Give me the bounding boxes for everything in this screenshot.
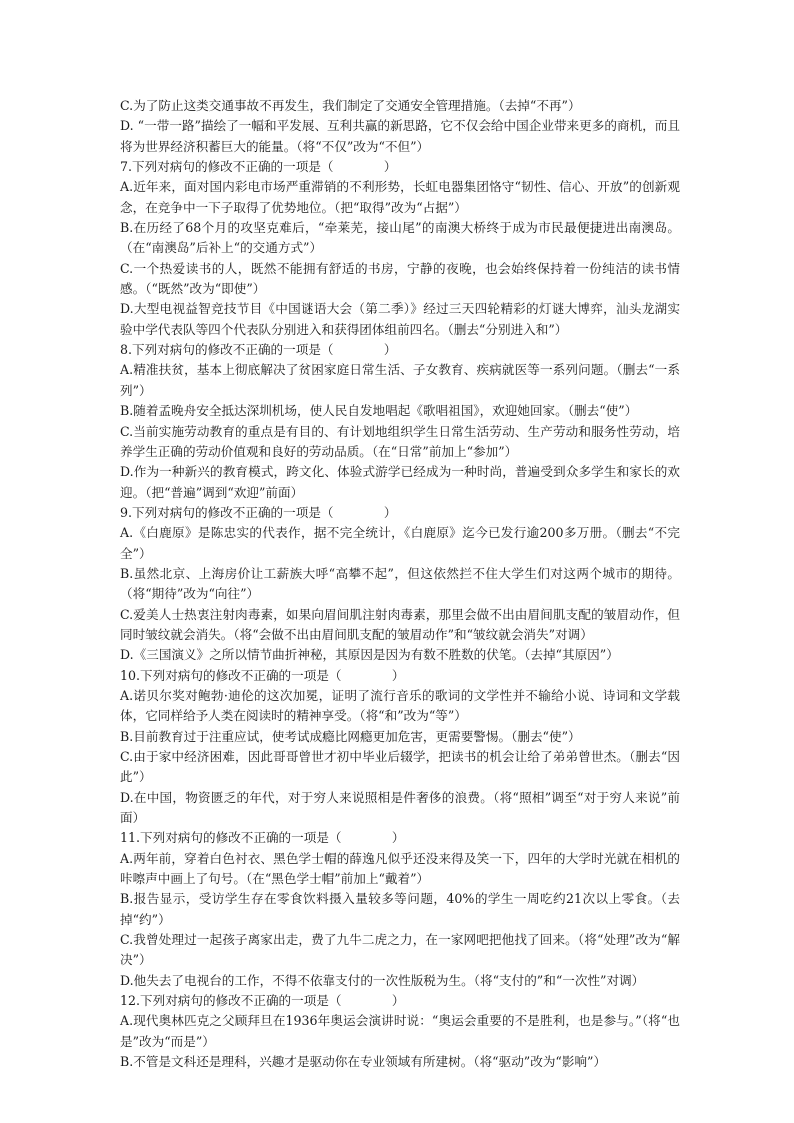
document-body	[120, 96, 680, 1073]
q7-option-c: C.一个热爱读书的人，既然不能拥有舒适的书房，宁静的夜晚，也会始终保持着一份纯洁的读书情感。（“既然”改为“即使”）	[120, 260, 680, 297]
q7-option-a: A.近年来，面对国内彩电市场严重滞销的不利形势，长虹电器集团恪守“韧性、信心、开放”的创新观念，在竞争中一下子取得了优势地位。（把“取得”改为“占据”）	[120, 179, 680, 215]
q11-option-a: A.两年前，穿着白色衬衣、黑色学士帽的薛逸凡似乎还没来得及笑一下，四年的大学时光就在相机的咔嚓声中画上了句号。（在“黑色学士帽”前加上“戴着”）	[120, 850, 680, 887]
q10-option-c: C.由于家中经济困难，因此哥哥曾世才初中毕业后辍学，把读书的机会让给了弟弟曾世杰。（删去“因此”）	[120, 749, 680, 785]
q11-option-c: C.我曾处理过一起孩子离家出走，费了九牛二虎之力，在一家网吧把他找了回来。（将“处理”改为“解决”）	[120, 932, 680, 968]
q7-option-d: D.大型电视益智竞技节目《中国谜语大会（第二季）》经过三天四轮精彩的灯谜大博弈，汕头龙湖实验中学代表队等四个代表队分别进入和获得团体组前四名。（删去“分别进入和”）	[120, 301, 680, 337]
line-d-option: D. “一带一路”描绘了一幅和平发展、互利共赢的新思路，它不仅会给中国企业带来更多的商机，而且将为世界经济积蓄巨大的能量。（将“不仅”改为“不但”）	[120, 118, 680, 154]
question-8: 8.下列对病句的修改不正确的一项是（ ）	[120, 342, 397, 358]
q11-option-b: B.报告显示，受访学生存在零食饮料摄入量较多等问题，40%的学生一周吃约21次以上零食。（去掉“约”）	[120, 891, 680, 927]
line-c-option: C.为了防止这类交通事故不再发生，我们制定了交通安全管理措施。（去掉“不再”）	[120, 98, 581, 113]
q9-option-b: B.虽然北京、上海房价让工薪族大呼“高攀不起”，但这依然拦不住大学生们对这两个城市的期待。（将“期待”改为“向往”）	[120, 565, 680, 602]
q9-option-c: C.爱美人士热衷注射肉毒素，如果向眉间肌注射肉毒素，那里会做不出由眉间肌支配的皱眉动作，但同时皱纹就会消失。（将“会做不出由眉间肌支配的皱眉动作”和“皱纹就会消失”对调）	[120, 606, 680, 642]
q8-option-c: C.当前实施劳动教育的重点是有目的、有计划地组织学生日常生活劳动、生产劳动和服务性劳动，培养学生正确的劳动价值观和良好的劳动品质。（在“日常”前加上“参加”）	[120, 423, 680, 459]
q10-option-b: B.目前教育过于注重应试，使考试成瘾比网瘾更加危害，更需要警惕。（删去“使”）	[120, 728, 581, 744]
question-12: 12.下列对病句的修改不正确的一项是（ ）	[120, 993, 405, 1009]
q9-option-d: D.《三国演义》之所以情节曲折神秘，其原因是因为有数不胜数的伏笔。（去掉“其原因”）	[120, 647, 619, 663]
q8-option-b: B.随着孟晚舟安全抵达深圳机场，使人民自发地唱起《歌唱祖国》，欢迎她回家。（删去“使”）	[120, 403, 638, 419]
question-7: 7.下列对病句的修改不正确的一项是（ ）	[120, 159, 397, 175]
q11-option-d: D.他失去了电视台的工作，不得不依靠支付的一次性版税为生。（将“支付的”和“一次性”对调）	[120, 972, 645, 988]
q10-option-d: D.在中国，物资匮乏的年代，对于穷人来说照相是件奢侈的浪费。（将“照相”调至“对于穷人来说”前面）	[120, 789, 680, 826]
q7-option-b: B.在历经了68个月的攻坚克难后，“牵莱芜，接山尾”的南澳大桥终于成为市民最便捷进出南澳岛。（在“南澳岛”后补上“的交通方式”）	[120, 220, 680, 256]
q8-option-a: A.精准扶贫，基本上彻底解决了贫困家庭日常生活、子女教育、疾病就医等一系列问题。（删去“一系列”）	[120, 362, 680, 398]
question-11: 11.下列对病句的修改不正确的一项是（ ）	[120, 830, 405, 846]
question-10: 10.下列对病句的修改不正确的一项是（ ）	[120, 667, 405, 683]
question-9: 9.下列对病句的修改不正确的一项是（ ）	[120, 504, 397, 520]
q12-option-a: A.现代奥林匹克之父顾拜旦在1936年奥运会演讲时说：“奥运会重要的不是胜利，也是参与。”（将“也是”改为“而是”）	[120, 1013, 680, 1049]
q12-option-b: B.不管是文科还是理科，兴趣才是驱动你在专业领域有所建树。（将“驱动”改为“影响”）	[120, 1054, 607, 1070]
q9-option-a: A.《白鹿原》是陈忠实的代表作，据不完全统计，《白鹿原》迄今已发行逾200多万册。（删去“不完全”）	[120, 525, 680, 561]
q8-option-d: D.作为一种新兴的教育模式，跨文化、体验式游学已经成为一种时尚，普遍受到众多学生和家长的欢迎。（把“普遍”调到“欢迎”前面）	[120, 464, 680, 500]
q10-option-a: A.诺贝尔奖对鲍勃·迪伦的这次加冕，证明了流行音乐的歌词的文学性并不输给小说、诗词和文学载体，它同样给予人类在阅读时的精神享受。（将“和”改为“等”）	[120, 687, 680, 724]
